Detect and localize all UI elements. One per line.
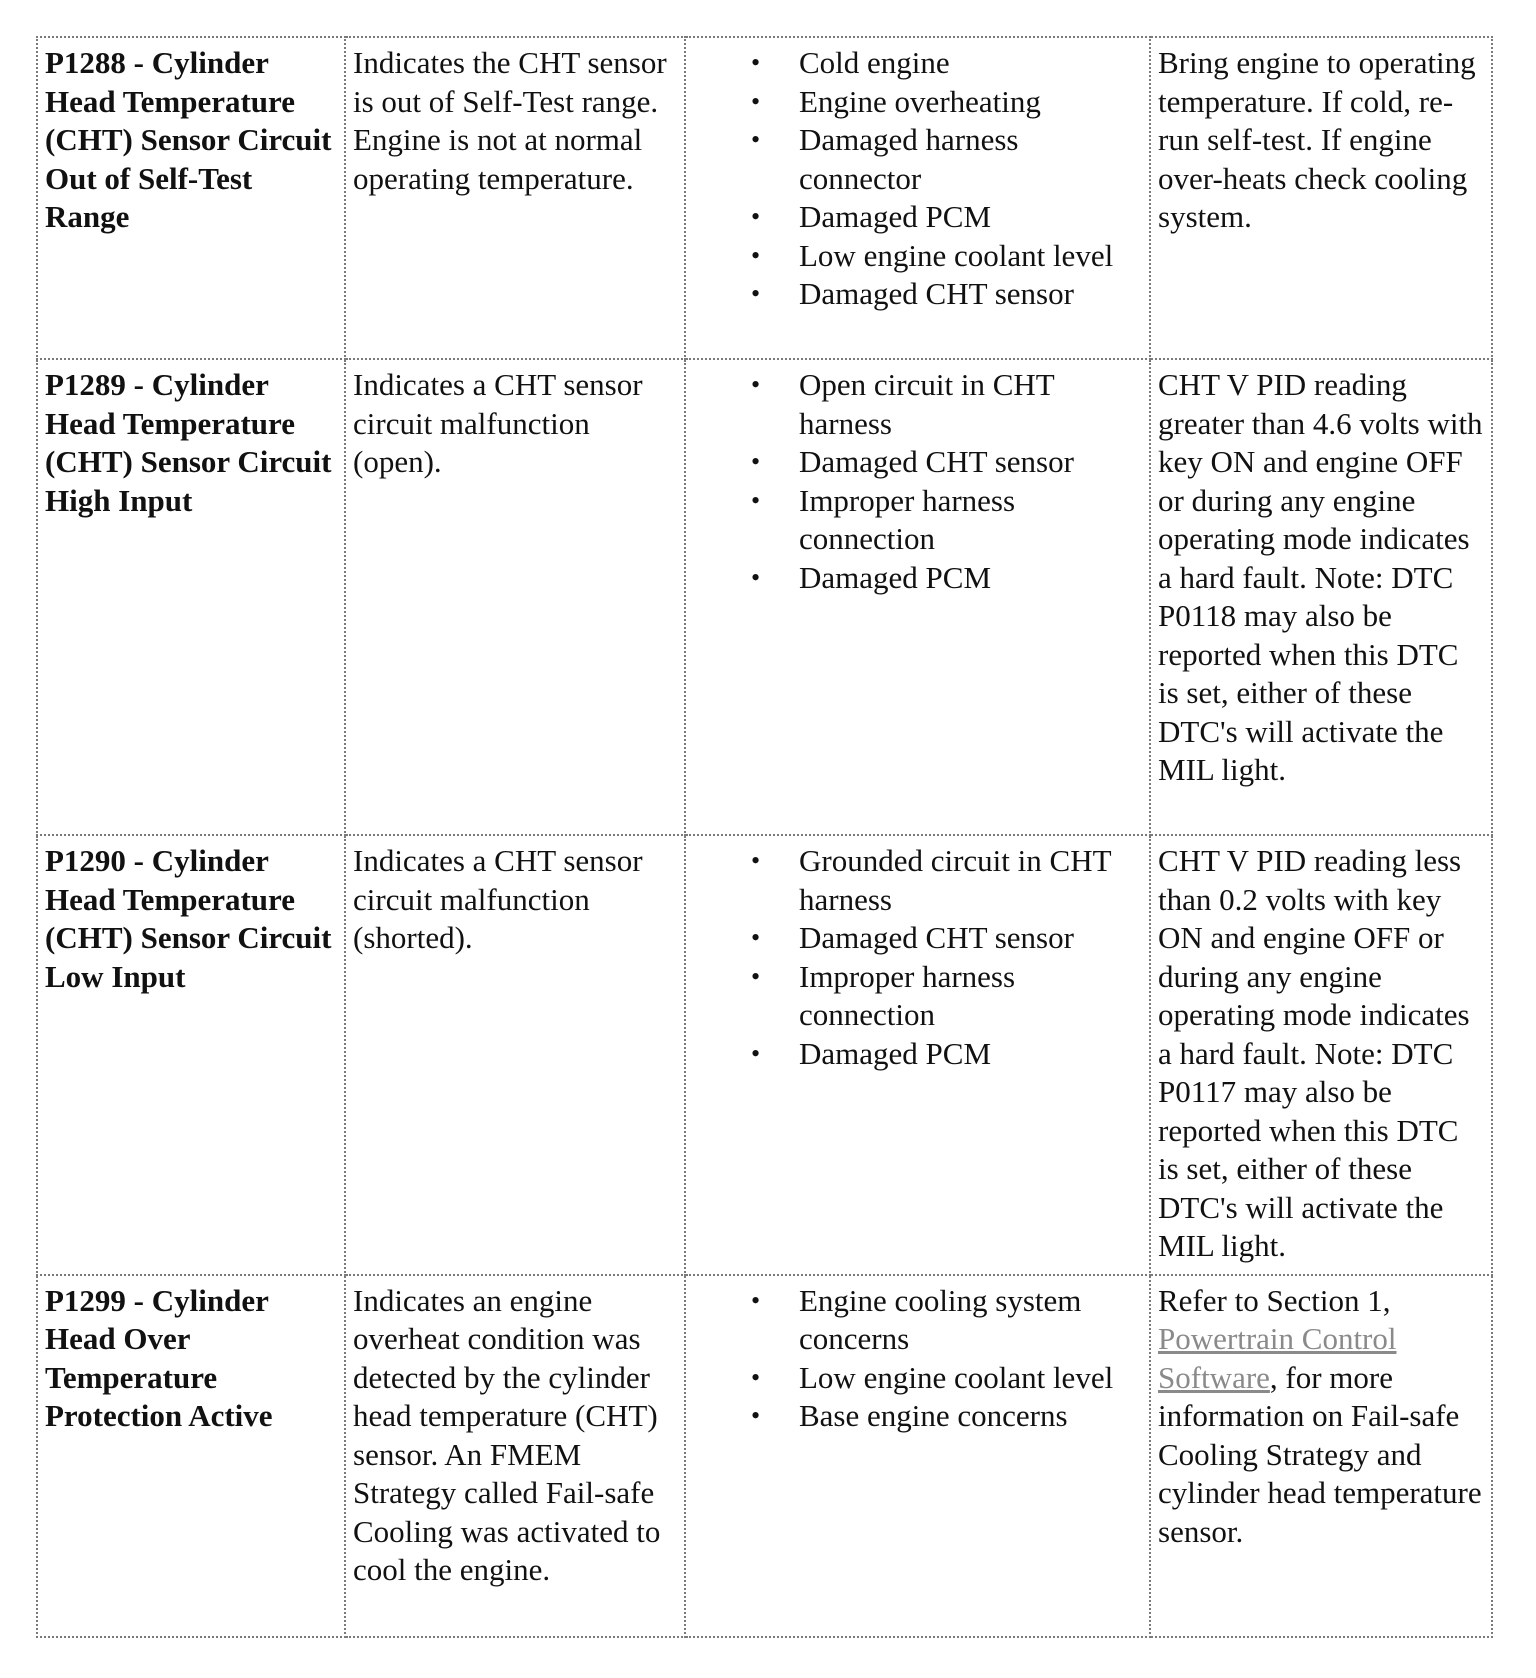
description-cell: Indicates a CHT sensor circuit malfunction (open). <box>345 359 685 835</box>
list-item: • Damaged CHT sensor <box>693 275 1142 314</box>
causes-cell <box>685 1275 1150 1637</box>
table-row <box>37 359 1492 835</box>
action-text: Refer to Section 1, <box>1158 1282 1391 1318</box>
causes-cell <box>685 835 1150 1275</box>
list-item: • Damaged PCM <box>693 1035 1142 1074</box>
table-row <box>37 1275 1492 1637</box>
list-item: • Engine overheating <box>693 83 1142 122</box>
description-cell: Indicates an engine overheat condition was detected by the cylinder head temperature (CHT) sensor. An FMEM Strategy called Fail-safe Cooling was activated to cool the engine. <box>345 1275 685 1637</box>
list-item: • Improper harness connection <box>693 482 1142 559</box>
list-item: • Damaged PCM <box>693 559 1142 598</box>
dtc-code-cell: P1288 - Cylinder Head Temperature (CHT) Sensor Circuit Out of Self-Test Range <box>37 37 345 359</box>
causes-list <box>693 44 1142 314</box>
action-cell: CHT V PID reading less than 0.2 volts with key ON and engine OFF or during any engine operating mode indicates a hard fault. Note: DTC P0117 may also be reported when this DTC is set, either of these DTC's will activate the MIL light. <box>1150 835 1492 1275</box>
list-item: • Base engine concerns <box>693 1397 1142 1436</box>
list-item: • Improper harness connection <box>693 958 1142 1035</box>
list-item: • Damaged PCM <box>693 198 1142 237</box>
description-cell: Indicates a CHT sensor circuit malfunction (shorted). <box>345 835 685 1275</box>
list-item: • Engine cooling system concerns <box>693 1282 1142 1359</box>
action-text: , for more information on Fail-safe Cooling Strategy and cylinder head temperature sensor. <box>1158 1359 1482 1549</box>
action-cell: Bring engine to operating temperature. If cold, re-run self-test. If engine over-heats check cooling system. <box>1150 37 1492 359</box>
list-item: • Damaged CHT sensor <box>693 443 1142 482</box>
list-item: • Damaged harness connector <box>693 121 1142 198</box>
action-cell <box>1150 1275 1492 1637</box>
dtc-code-cell: P1299 - Cylinder Head Over Temperature Protection Active <box>37 1275 345 1637</box>
list-item: • Open circuit in CHT harness <box>693 366 1142 443</box>
powertrain-control-software-link[interactable]: Powertrain Control Software <box>1158 1321 1397 1395</box>
causes-cell <box>685 37 1150 359</box>
dtc-code-cell: P1290 - Cylinder Head Temperature (CHT) Sensor Circuit Low Input <box>37 835 345 1275</box>
action-cell: CHT V PID reading greater than 4.6 volts with key ON and engine OFF or during any engine operating mode indicates a hard fault. Note: DTC P0118 may also be reported when this DTC is set, either of these DTC's will activate the MIL light. <box>1150 359 1492 835</box>
table-row <box>37 37 1492 359</box>
list-item: • Low engine coolant level <box>693 237 1142 276</box>
dtc-code-cell: P1289 - Cylinder Head Temperature (CHT) Sensor Circuit High Input <box>37 359 345 835</box>
causes-list <box>693 842 1142 1073</box>
description-cell: Indicates the CHT sensor is out of Self-Test range. Engine is not at normal operating temperature. <box>345 37 685 359</box>
list-item: • Damaged CHT sensor <box>693 919 1142 958</box>
list-item: • Cold engine <box>693 44 1142 83</box>
causes-list <box>693 366 1142 597</box>
list-item: • Grounded circuit in CHT harness <box>693 842 1142 919</box>
table-row <box>37 835 1492 1275</box>
list-item: • Low engine coolant level <box>693 1359 1142 1398</box>
dtc-table <box>36 36 1493 1638</box>
causes-list <box>693 1282 1142 1436</box>
causes-cell <box>685 359 1150 835</box>
